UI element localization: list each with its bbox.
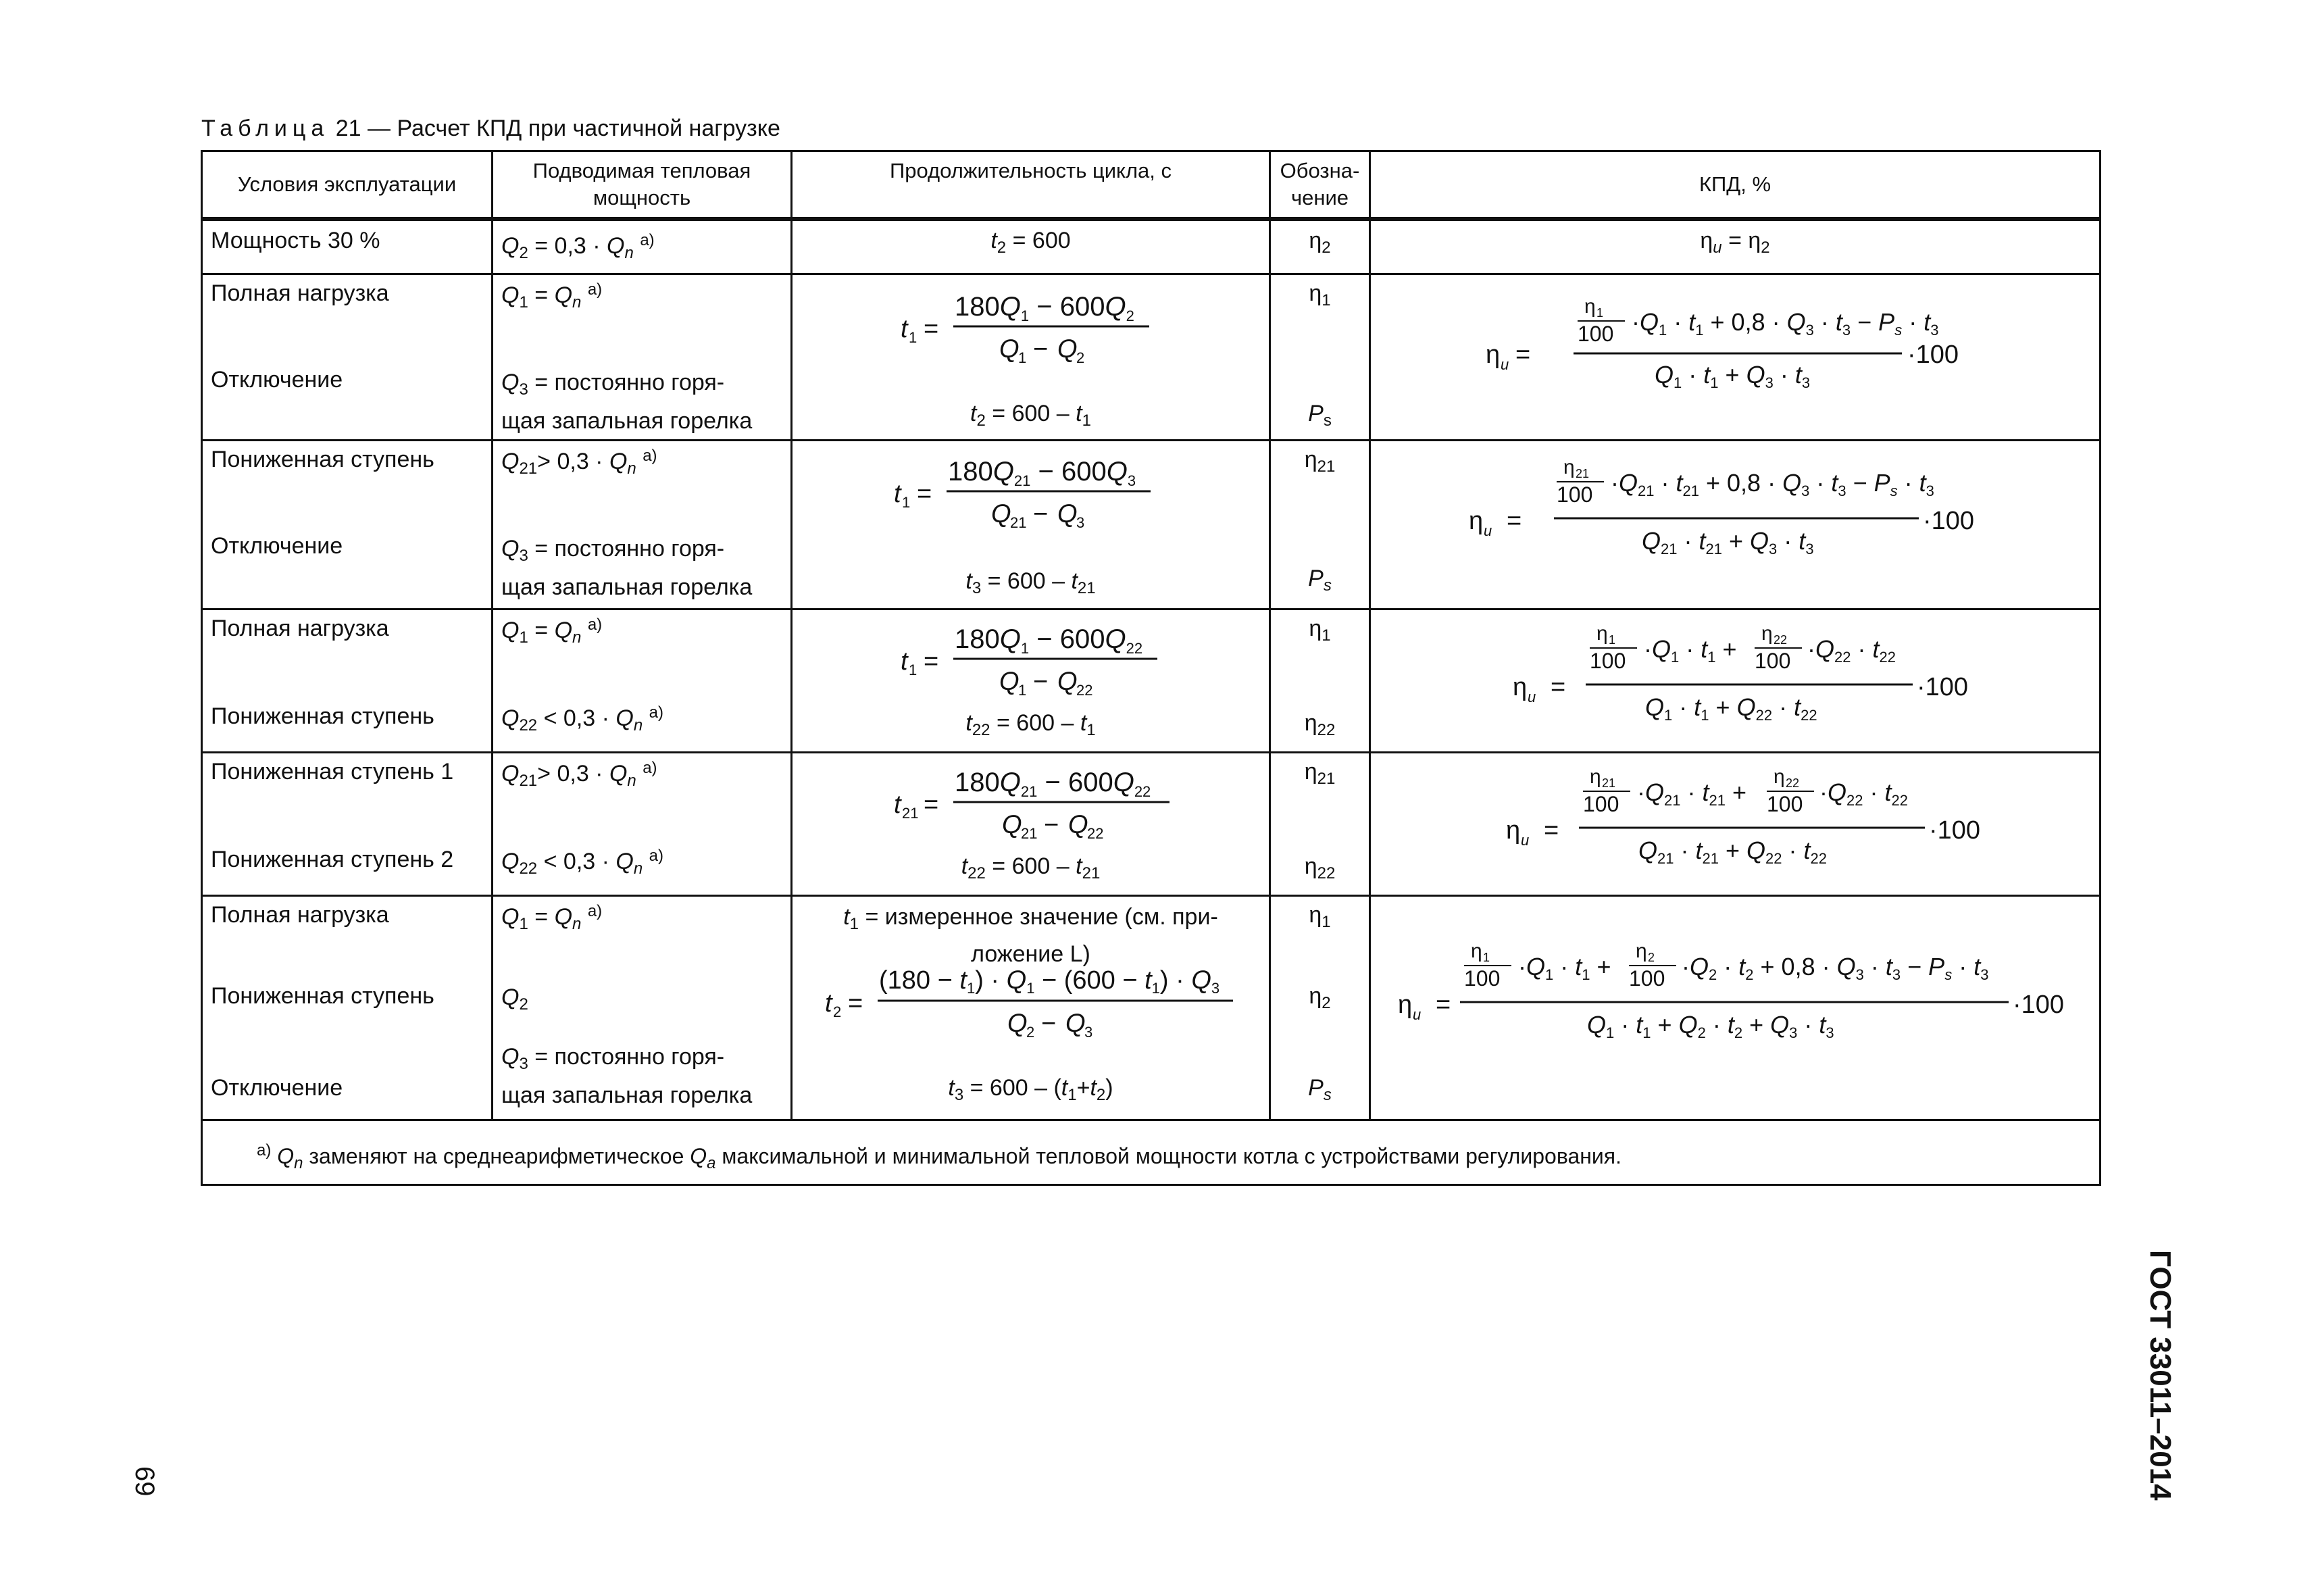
power-text: $Q_{21}> 0,3 \cdot Q_n$ $^{а)}$ — [501, 759, 657, 790]
header-conditions: Условия эксплуатации — [202, 151, 493, 220]
svg-text:=: = — [1515, 341, 1531, 369]
cycle-cell — [792, 753, 1270, 896]
svg-text:·Q1 · t1 +: ·Q1 · t1 + — [1644, 635, 1737, 666]
svg-text:21: 21 — [1576, 467, 1590, 480]
svg-text:2: 2 — [1076, 349, 1085, 366]
svg-text:21: 21 — [1021, 825, 1038, 842]
svg-text:180Q21 − 600Q22: $180Q_{21} - 600Q_{22}$ — [955, 768, 1151, 800]
cycle-formula-t1 — [901, 616, 1171, 703]
svg-text:η: η — [1486, 341, 1501, 369]
power-text: $Q_{22} < 0,3 \cdot Q_n$ $^{а)}$ — [501, 703, 663, 734]
svg-text:2: 2 — [833, 1003, 842, 1020]
svg-text:·100: ·100 — [1907, 341, 1959, 369]
svg-text:=: = — [1507, 507, 1522, 535]
conditions-cell — [202, 753, 493, 896]
condition-text: Пониженная ступень — [211, 983, 434, 1009]
svg-text:η: η — [1636, 940, 1647, 962]
power-text: $Q_2 = 0,3 \cdot Q_n$ $^{а)}$ — [501, 231, 655, 262]
cycle-cell — [792, 609, 1270, 753]
conditions-cell — [202, 609, 493, 753]
svg-text:180Q1 − 600Q22: $180Q_1 - 600Q_{22}$ — [955, 624, 1143, 657]
efficiency-cell — [1370, 441, 2101, 609]
svg-text:·Q21 · t21 + 0,8 · Q3 · t3 − P: ·Q21 · t21 + 0,8 · Q3 · t3 − Ps · t3 — [1611, 469, 1934, 499]
cycle-text: $t_3 = 600 - t_{21}$ — [965, 568, 1096, 597]
svg-text:η: η — [1398, 991, 1413, 1019]
svg-text:3: 3 — [1076, 514, 1085, 531]
cycle-text: $t_2 = 600$ — [990, 228, 1071, 257]
svg-text:Q: Q — [1007, 1009, 1028, 1038]
svg-text:t: t — [894, 791, 901, 819]
symbol-text: $P_s$ — [1308, 401, 1332, 430]
condition-text: Полная нагрузка — [211, 616, 389, 641]
svg-text:21: 21 — [1010, 514, 1027, 531]
svg-text:=: = — [1544, 816, 1559, 845]
condition-text: Пониженная ступень — [211, 703, 434, 729]
symbol-cell — [1270, 609, 1370, 753]
svg-text:−: − — [1033, 335, 1049, 364]
svg-text:Q: Q — [1065, 1009, 1086, 1038]
svg-text:=: = — [924, 647, 939, 676]
header-power: Подводимая тепловая мощность — [493, 151, 792, 220]
footnote-marker: а) — [257, 1141, 272, 1159]
header-cycle: Продолжительность цикла, с — [792, 151, 1270, 220]
table-caption-title: 21 — Расчет КПД при частичной нагрузке — [329, 116, 780, 141]
svg-text:100: 100 — [1590, 649, 1626, 673]
svg-text:21: 21 — [1602, 776, 1616, 790]
efficiency-formula — [1486, 295, 1972, 403]
svg-text:22: 22 — [1774, 633, 1788, 647]
svg-text:3: 3 — [1084, 1024, 1093, 1041]
symbol-text: $\eta_1$ — [1309, 902, 1331, 931]
svg-text:22: 22 — [1076, 682, 1093, 699]
table-row — [202, 219, 2101, 274]
svg-text:−: − — [1033, 668, 1049, 696]
table-caption — [201, 115, 780, 142]
svg-text:=: = — [917, 480, 932, 508]
efficiency-cell — [1370, 274, 2101, 441]
symbol-text: $\eta_2$ — [1309, 228, 1331, 257]
power-text: $Q_3$ = постоянно горя- щая запальная горелка — [501, 1044, 753, 1108]
svg-text:·100: ·100 — [1917, 673, 1969, 701]
svg-text:t: t — [825, 989, 832, 1018]
svg-text:1: 1 — [909, 329, 917, 346]
svg-text:2: 2 — [1648, 951, 1655, 964]
condition-text: Полная нагрузка — [211, 280, 389, 306]
svg-text:=: = — [848, 989, 863, 1018]
svg-text:180Q1 − 600Q2: $180Q_1 - 600Q_2$ — [955, 292, 1134, 324]
svg-text:Q1 · t1 + Q3 · t3: Q1 · t1 + Q3 · t3 — [1655, 361, 1811, 391]
page-number: 69 — [130, 1466, 159, 1497]
svg-text:η: η — [1761, 622, 1773, 645]
svg-text:1: 1 — [1018, 682, 1027, 699]
header-row — [202, 151, 2101, 220]
power-cell — [493, 219, 792, 274]
power-text: $Q_3$ = постоянно горя- щая запальная горелка — [501, 536, 753, 600]
svg-text:Q: Q — [1057, 500, 1078, 528]
svg-text:Q: Q — [1002, 811, 1022, 839]
condition-text: Пониженная ступень — [211, 447, 434, 472]
efficiency-text: $\eta_u = \eta_2$ — [1700, 228, 1770, 257]
svg-text:=: = — [924, 791, 939, 819]
svg-text:t: t — [901, 647, 908, 676]
svg-text:η: η — [1774, 766, 1785, 788]
table-row — [202, 441, 2101, 609]
table-row — [202, 609, 2101, 753]
efficiency-cell — [1370, 609, 2101, 753]
efficiency-cell — [1370, 896, 2101, 1120]
condition-text: Пониженная ступень 1 — [211, 759, 454, 784]
condition-text: Отключение — [211, 367, 343, 393]
efficiency-table — [201, 150, 2101, 1186]
header-symbol: Обозна-чение — [1270, 151, 1370, 220]
svg-text:100: 100 — [1755, 649, 1791, 673]
condition-text: Полная нагрузка — [211, 902, 389, 928]
power-text: $Q_3$ = постоянно горя- щая запальная горелка — [501, 370, 753, 434]
cycle-cell — [792, 274, 1270, 441]
cycle-formula-t1 — [894, 448, 1164, 536]
svg-text:2: 2 — [1026, 1024, 1035, 1041]
svg-text:180Q21 − 600Q3: $180Q_{21} - 600Q_3$ — [948, 457, 1136, 489]
symbol-text: $P_s$ — [1308, 566, 1332, 595]
efficiency-formula — [1506, 763, 1992, 878]
svg-text:u: u — [1528, 689, 1536, 705]
conditions-cell — [202, 219, 493, 274]
svg-text:η: η — [1469, 507, 1484, 535]
symbol-text: $P_s$ — [1308, 1075, 1332, 1104]
power-text: $Q_1 = Q_n$ $^{а)}$ — [501, 616, 603, 647]
svg-text:100: 100 — [1767, 792, 1803, 816]
svg-text:=: = — [1551, 673, 1566, 701]
power-text: $Q_{21}> 0,3 \cdot Q_n$ $^{а)}$ — [501, 447, 657, 478]
svg-text:22: 22 — [1786, 776, 1800, 790]
svg-text:u: u — [1501, 356, 1509, 373]
cycle-cell — [792, 441, 1270, 609]
svg-text:·Q1 · t1 + 0,8 · Q3 · t3 − Ps: ·Q1 · t1 + 0,8 · Q3 · t3 − Ps · t3 — [1632, 308, 1939, 339]
svg-text:η: η — [1471, 940, 1482, 962]
table-caption-word: Таблица — [201, 116, 330, 141]
svg-text:u: u — [1484, 522, 1492, 539]
table-row — [202, 753, 2101, 896]
svg-text:t: t — [894, 480, 901, 508]
table-row — [202, 274, 2101, 441]
svg-text:·100: ·100 — [1923, 507, 1975, 535]
power-text: $Q_1 = Q_n$ $^{а)}$ — [501, 902, 603, 933]
svg-text:100: 100 — [1464, 966, 1501, 991]
svg-text:·Q22 · t22: ·Q22 · t22 — [1819, 778, 1908, 809]
conditions-cell — [202, 274, 493, 441]
svg-text:η: η — [1596, 622, 1608, 645]
svg-text:100: 100 — [1583, 792, 1619, 816]
svg-text:1: 1 — [902, 494, 911, 511]
efficiency-formula — [1513, 620, 1972, 734]
cycle-text: $t_{22} = 600 - t_{21}$ — [961, 853, 1101, 882]
symbol-text: $\eta_{22}$ — [1304, 853, 1336, 882]
symbol-cell — [1270, 274, 1370, 441]
svg-text:21: 21 — [902, 805, 919, 822]
conditions-cell — [202, 441, 493, 609]
standard-code: ГОСТ 33011–2014 — [2144, 1250, 2177, 1501]
cycle-text: $t_1$ = измеренное значение (см. при- ложение L) — [843, 904, 1218, 967]
power-text: $Q_{22} < 0,3 \cdot Q_n$ $^{а)}$ — [501, 847, 663, 878]
svg-text:1: 1 — [1609, 633, 1616, 647]
svg-text:−: − — [1044, 811, 1059, 839]
cycle-cell — [792, 219, 1270, 274]
condition-text: Пониженная ступень 2 — [211, 847, 454, 872]
power-cell — [493, 274, 792, 441]
svg-text:Q: Q — [1057, 668, 1078, 696]
svg-text:Q: Q — [999, 668, 1020, 696]
footnote-text: $Q_n$ заменяют на среднеарифметическое $Q_a$ максимальной и минимальной тепловой мощности котла с устройствами регулирования. — [277, 1144, 1622, 1172]
symbol-cell — [1270, 219, 1370, 274]
symbol-text: $\eta_2$ — [1309, 983, 1331, 1012]
condition-text: Отключение — [211, 1075, 343, 1101]
svg-text:(180 − t1) · Q1 − (600 − t1) ·: (180 − t1) · Q1 − (600 − t1) · Q3 — [879, 966, 1220, 997]
svg-text:η: η — [1506, 816, 1521, 845]
power-cell — [493, 896, 792, 1120]
svg-text:·Q1 · t1 +: ·Q1 · t1 + — [1518, 953, 1611, 983]
cycle-text: $t_3 = 600 - (t_1+t_2)$ — [948, 1075, 1113, 1104]
header-efficiency: КПД, % — [1370, 151, 2101, 220]
cycle-formula-t21 — [894, 759, 1178, 847]
efficiency-formula — [1398, 937, 2087, 1059]
symbol-cell — [1270, 896, 1370, 1120]
svg-text:Q1 · t1 + Q2 · t2 + Q3 · t3: Q1 · t1 + Q2 · t2 + Q3 · t3 — [1587, 1011, 1834, 1041]
table-row — [202, 896, 2101, 1120]
svg-text:t: t — [901, 315, 908, 343]
cycle-formula-t1 — [901, 283, 1157, 371]
efficiency-formula — [1469, 453, 2009, 568]
power-cell — [493, 441, 792, 609]
symbol-cell — [1270, 753, 1370, 896]
svg-text:u: u — [1521, 832, 1530, 849]
footnote-row — [202, 1120, 2101, 1185]
power-cell — [493, 609, 792, 753]
svg-text:1: 1 — [1596, 306, 1604, 320]
symbol-text: $\eta_{21}$ — [1304, 759, 1336, 788]
efficiency-cell — [1370, 219, 2101, 274]
svg-text:−: − — [1041, 1009, 1057, 1038]
svg-text:−: − — [1033, 500, 1049, 528]
symbol-cell — [1270, 441, 1370, 609]
cycle-formula-t2 — [825, 957, 1244, 1045]
svg-text:=: = — [1436, 991, 1451, 1019]
svg-text:·Q22 · t22: ·Q22 · t22 — [1807, 635, 1896, 666]
efficiency-cell — [1370, 753, 2101, 896]
svg-text:100: 100 — [1578, 322, 1614, 346]
svg-text:22: 22 — [1087, 825, 1104, 842]
symbol-text: $\eta_1$ — [1309, 616, 1331, 645]
svg-text:Q: Q — [991, 500, 1011, 528]
svg-text:·100: ·100 — [1929, 816, 1981, 845]
svg-text:100: 100 — [1557, 482, 1593, 507]
svg-text:100: 100 — [1629, 966, 1665, 991]
svg-text:Q1 · t1 + Q22 · t22: Q1 · t1 + Q22 · t22 — [1645, 693, 1817, 724]
cycle-text: $t_{22} = 600 - t_1$ — [965, 710, 1096, 739]
svg-text:Q21 · t21 + Q22 · t22: Q21 · t21 + Q22 · t22 — [1638, 837, 1828, 867]
svg-text:Q: Q — [1057, 335, 1078, 364]
footnote — [202, 1120, 2101, 1185]
svg-text:·100: ·100 — [2013, 991, 2065, 1019]
svg-text:η: η — [1584, 295, 1596, 318]
symbol-text: $\eta_1$ — [1309, 280, 1331, 309]
svg-text:·Q2 · t2 + 0,8 · Q3 · t3 − Ps: ·Q2 · t2 + 0,8 · Q3 · t3 − Ps · t3 — [1682, 953, 1989, 983]
svg-text:η: η — [1513, 673, 1528, 701]
svg-text:u: u — [1413, 1006, 1422, 1023]
cycle-cell — [792, 896, 1270, 1120]
condition-text: Отключение — [211, 533, 343, 559]
power-text: $Q_1 = Q_n$ $^{а)}$ — [501, 280, 603, 311]
svg-text:Q: Q — [999, 335, 1020, 364]
svg-text:η: η — [1563, 456, 1575, 478]
svg-text:Q21 · t21 + Q3 · t3: Q21 · t21 + Q3 · t3 — [1642, 527, 1814, 557]
cycle-text: $t_2 = 600 - t_1$ — [970, 401, 1091, 430]
svg-text:Q: Q — [1068, 811, 1088, 839]
symbol-text: $\eta_{22}$ — [1304, 710, 1336, 739]
svg-text:1: 1 — [1018, 349, 1027, 366]
power-text: $Q_2$ — [501, 984, 528, 1014]
svg-text:=: = — [924, 315, 939, 343]
symbol-text: $\eta_{21}$ — [1304, 447, 1336, 476]
svg-text:·Q21 · t21 +: ·Q21 · t21 + — [1637, 778, 1747, 809]
svg-text:1: 1 — [909, 662, 917, 678]
condition-text: Мощность 30 % — [211, 228, 380, 253]
svg-text:η: η — [1590, 766, 1601, 788]
svg-text:1: 1 — [1483, 951, 1490, 964]
conditions-cell — [202, 896, 493, 1120]
power-cell — [493, 753, 792, 896]
